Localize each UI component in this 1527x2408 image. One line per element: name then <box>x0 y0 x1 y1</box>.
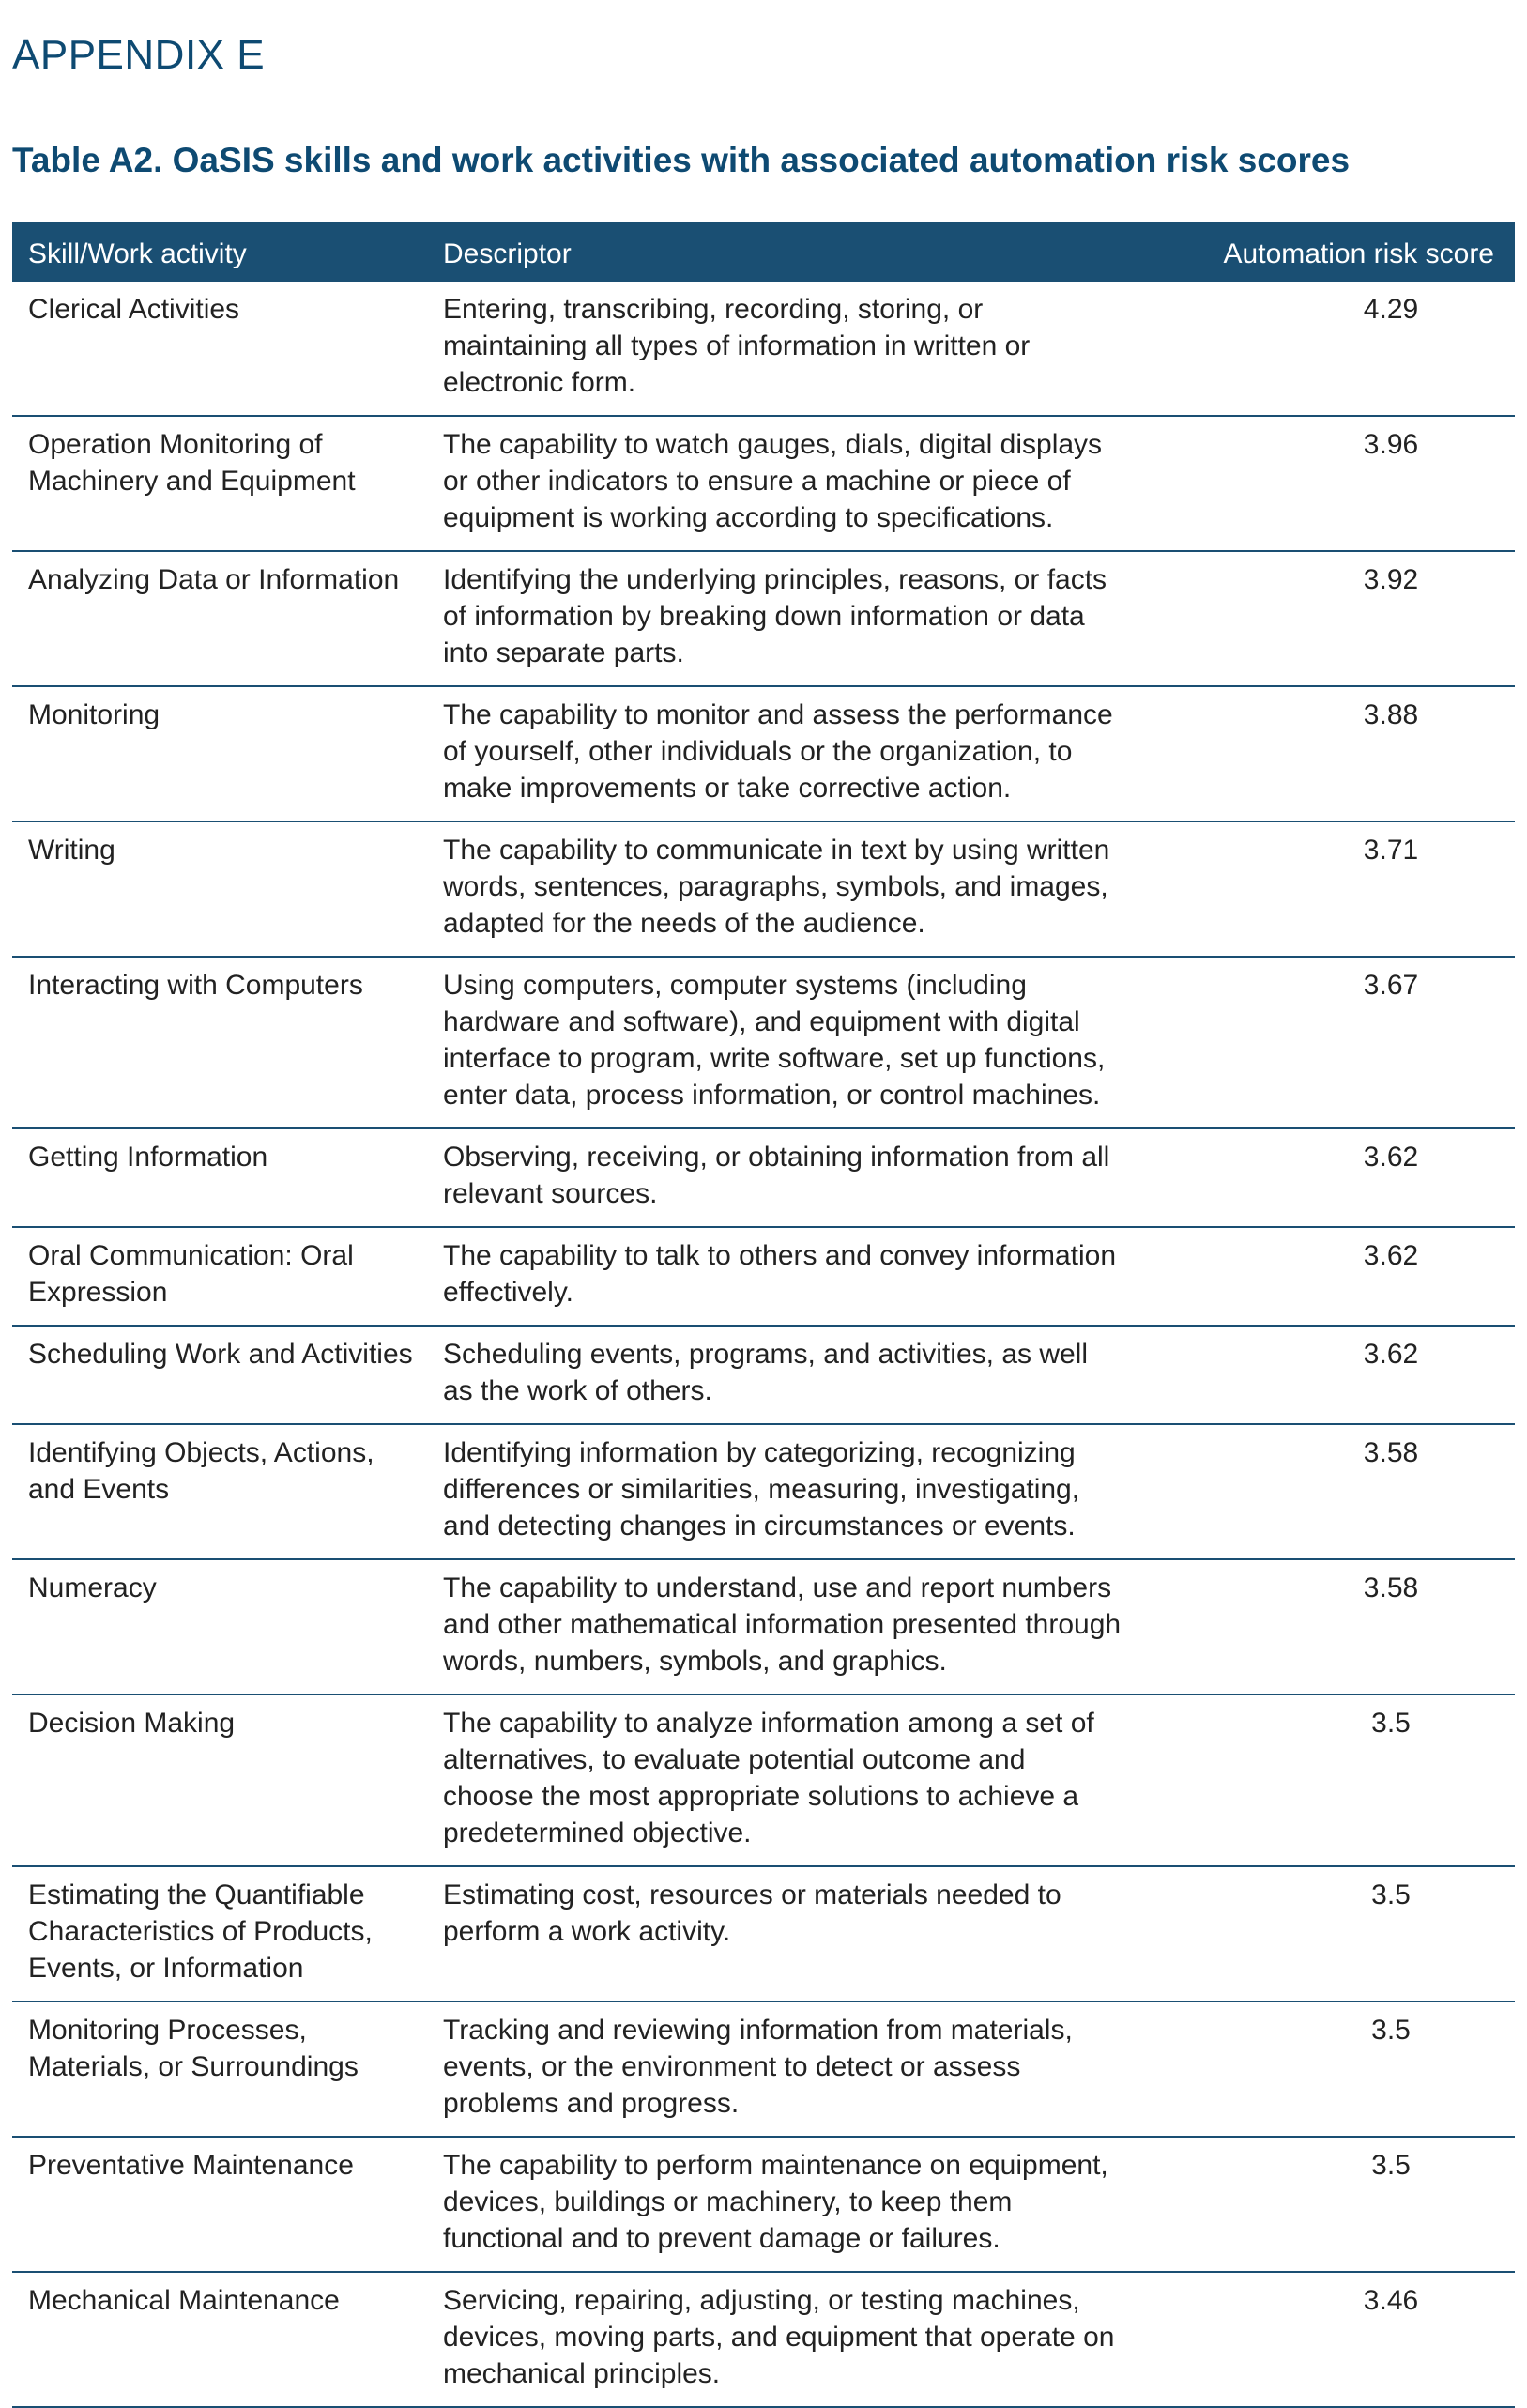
descriptor-cell: The capability to monitor and assess the performance of yourself, other individuals or the organization, to make improvements or take corrective action. <box>427 686 1159 821</box>
score-cell: 3.67 <box>1159 957 1515 1128</box>
descriptor-cell: Entering, transcribing, recording, storing, or maintaining all types of information in written or electronic form. <box>427 282 1159 416</box>
table-row <box>12 1866 1515 2002</box>
skill-cell: Operation Monitoring of Machinery and Equipment <box>12 416 427 551</box>
table-row <box>12 1695 1515 1866</box>
score-cell: 3.5 <box>1159 2137 1515 2272</box>
descriptor-cell: Using computers, computer systems (including hardware and software), and equipment with digital interface to program, write software, set up functions, enter data, process information, or control machines. <box>427 957 1159 1128</box>
skill-cell: Oral Communication: Oral Expression <box>12 1227 427 1326</box>
skill-cell: Scheduling Work and Activities <box>12 1326 427 1424</box>
skill-cell: Writing <box>12 821 427 957</box>
score-cell: 3.46 <box>1159 2272 1515 2407</box>
table-row <box>12 1424 1515 1559</box>
descriptor-cell: Observing, receiving, or obtaining information from all relevant sources. <box>427 1128 1159 1227</box>
score-cell: 3.62 <box>1159 1227 1515 1326</box>
skill-cell: Clerical Activities <box>12 282 427 416</box>
skill-cell: Decision Making <box>12 1695 427 1866</box>
descriptor-cell: Identifying information by categorizing, recognizing differences or similarities, measuring, investigating, and detecting changes in circumstances or events. <box>427 1424 1159 1559</box>
descriptor-cell: The capability to understand, use and report numbers and other mathematical information presented through words, numbers, symbols, and graphics. <box>427 1559 1159 1695</box>
score-cell: 3.88 <box>1159 686 1515 821</box>
table-row <box>12 1227 1515 1326</box>
skill-cell: Mechanical Maintenance <box>12 2272 427 2407</box>
table-row <box>12 282 1515 416</box>
table-row <box>12 1326 1515 1424</box>
score-cell: 3.71 <box>1159 821 1515 957</box>
column-header-descriptor: Descriptor <box>443 238 572 269</box>
descriptor-cell: Scheduling events, programs, and activities, as well as the work of others. <box>427 1326 1159 1424</box>
score-cell: 3.96 <box>1159 416 1515 551</box>
descriptor-cell: Servicing, repairing, adjusting, or testing machines, devices, moving parts, and equipment that operate on mechanical principles. <box>427 2272 1159 2407</box>
skill-cell: Monitoring Processes, Materials, or Surroundings <box>12 2002 427 2137</box>
appendix-heading: APPENDIX E <box>12 32 266 78</box>
score-cell: 3.58 <box>1159 1559 1515 1695</box>
table-title: Table A2. OaSIS skills and work activities with associated automation risk scores <box>12 141 1351 179</box>
table-row <box>12 2272 1515 2407</box>
table-row <box>12 821 1515 957</box>
table-row <box>12 2002 1515 2137</box>
table-row <box>12 1128 1515 1227</box>
table-row <box>12 551 1515 686</box>
skill-cell: Analyzing Data or Information <box>12 551 427 686</box>
table-row <box>12 416 1515 551</box>
table-body <box>12 282 1515 2407</box>
skill-cell: Numeracy <box>12 1559 427 1695</box>
descriptor-cell: Identifying the underlying principles, reasons, or facts of information by breaking down information or data into separate parts. <box>427 551 1159 686</box>
score-cell: 3.5 <box>1159 1866 1515 2002</box>
descriptor-cell: The capability to communicate in text by using written words, sentences, paragraphs, symbols, and images, adapted for the needs of the audience. <box>427 821 1159 957</box>
score-cell: 3.92 <box>1159 551 1515 686</box>
descriptor-cell: The capability to watch gauges, dials, digital displays or other indicators to ensure a machine or piece of equipment is working according to specifications. <box>427 416 1159 551</box>
column-header-score: Automation risk score <box>1223 238 1494 269</box>
score-cell: 3.62 <box>1159 1128 1515 1227</box>
table-row <box>12 686 1515 821</box>
descriptor-cell: Estimating cost, resources or materials needed to perform a work activity. <box>427 1866 1159 2002</box>
skill-cell: Getting Information <box>12 1128 427 1227</box>
skill-cell: Interacting with Computers <box>12 957 427 1128</box>
table-row <box>12 957 1515 1128</box>
table-row <box>12 2137 1515 2272</box>
skill-cell: Estimating the Quantifiable Characteristics of Products, Events, or Information <box>12 1866 427 2002</box>
descriptor-cell: The capability to analyze information among a set of alternatives, to evaluate potential outcome and choose the most appropriate solutions to achieve a predetermined objective. <box>427 1695 1159 1866</box>
score-cell: 3.58 <box>1159 1424 1515 1559</box>
score-cell: 3.5 <box>1159 1695 1515 1866</box>
score-cell: 3.62 <box>1159 1326 1515 1424</box>
header-row <box>12 222 1515 282</box>
skill-cell: Preventative Maintenance <box>12 2137 427 2272</box>
descriptor-cell: Tracking and reviewing information from materials, events, or the environment to detect or assess problems and progress. <box>427 2002 1159 2137</box>
column-header-skill: Skill/Work activity <box>28 238 247 269</box>
table-header <box>12 222 1515 282</box>
table-row <box>12 1559 1515 1695</box>
skill-cell: Monitoring <box>12 686 427 821</box>
descriptor-cell: The capability to perform maintenance on equipment, devices, buildings or machinery, to keep them functional and to prevent damage or failures. <box>427 2137 1159 2272</box>
automation-risk-table <box>12 222 1515 2408</box>
score-cell: 3.5 <box>1159 2002 1515 2137</box>
score-cell: 4.29 <box>1159 282 1515 416</box>
descriptor-cell: The capability to talk to others and convey information effectively. <box>427 1227 1159 1326</box>
skill-cell: Identifying Objects, Actions, and Events <box>12 1424 427 1559</box>
